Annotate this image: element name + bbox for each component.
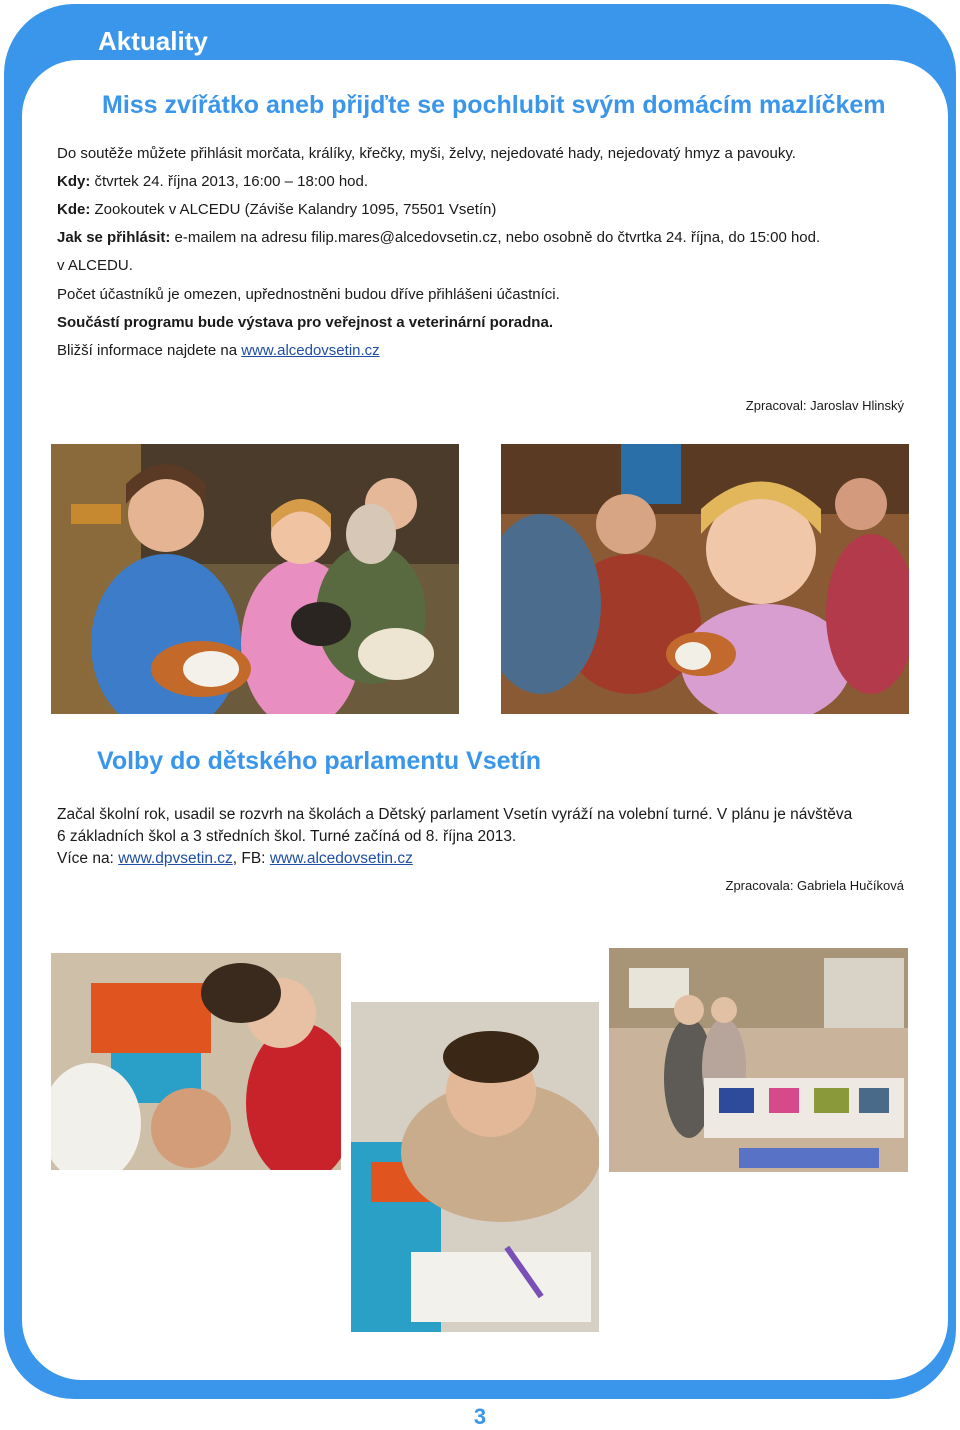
article1-when: Kdy: čtvrtek 24. října 2013, 16:00 – 18:00 hod. — [57, 173, 369, 190]
section-title: Aktuality — [98, 26, 208, 56]
dpvsetin-link[interactable]: www.dpvsetin.cz — [118, 850, 233, 867]
article1-credit: Zpracoval: Jaroslav Hlinský — [745, 398, 904, 413]
article1-program: Součástí programu bude výstava pro veřejnost a veterinární poradna. — [57, 314, 553, 331]
article2-more: Více na: www.dpvsetin.cz, FB: www.alcedovsetin.cz — [57, 850, 413, 867]
article1-title: Miss zvířátko aneb přijďte se pochlubit svým domácím mazlíčkem — [102, 91, 886, 119]
photo-girl-guinea-pig — [501, 444, 909, 714]
photo-exhibition-tables — [609, 948, 908, 1172]
article1-where: Kde: Zookoutek v ALCEDU (Záviše Kalandry 1095, 75501 Vsetín) — [57, 201, 497, 218]
article1-intro: Do soutěže můžete přihlásit morčata, králíky, křečky, myši, želvy, nejedovaté hady, nejedovatý hmyz a pavouky. — [57, 145, 796, 162]
article1-limit: Počet účastníků je omezen, upřednostněni budou dříve přihlášeni účastníci. — [57, 286, 560, 303]
photo-children-guinea-pigs — [51, 444, 459, 714]
article1-more: Bližší informace najdete na www.alcedovsetin.cz — [57, 342, 380, 359]
article2-line1: Začal školní rok, usadil se rozvrh na školách a Dětský parlament Vsetín vyráží na volební turné. V plánu je návštěva — [57, 806, 853, 823]
page-number: 3 — [473, 1404, 487, 1429]
photo-ballot-box-children — [51, 953, 341, 1170]
article2-line2: 6 základních škol a 3 středních škol. Turné začíná od 8. října 2013. — [57, 828, 517, 845]
article2-credit: Zpracovala: Gabriela Hučíková — [725, 878, 904, 893]
article1-signup-cont: v ALCEDU. — [57, 257, 133, 274]
article1-signup: Jak se přihlásit: e-mailem na adresu filip.mares@alcedovsetin.cz, nebo osobně do čtvrtka 24. října, do 15:00 hod. — [57, 229, 821, 246]
alcedo-link[interactable]: www.alcedovsetin.cz — [241, 342, 380, 359]
article2-title: Volby do dětského parlamentu Vsetín — [97, 747, 542, 775]
alcedo-link-2[interactable]: www.alcedovsetin.cz — [269, 850, 413, 867]
photo-boy-voting — [351, 1002, 599, 1332]
